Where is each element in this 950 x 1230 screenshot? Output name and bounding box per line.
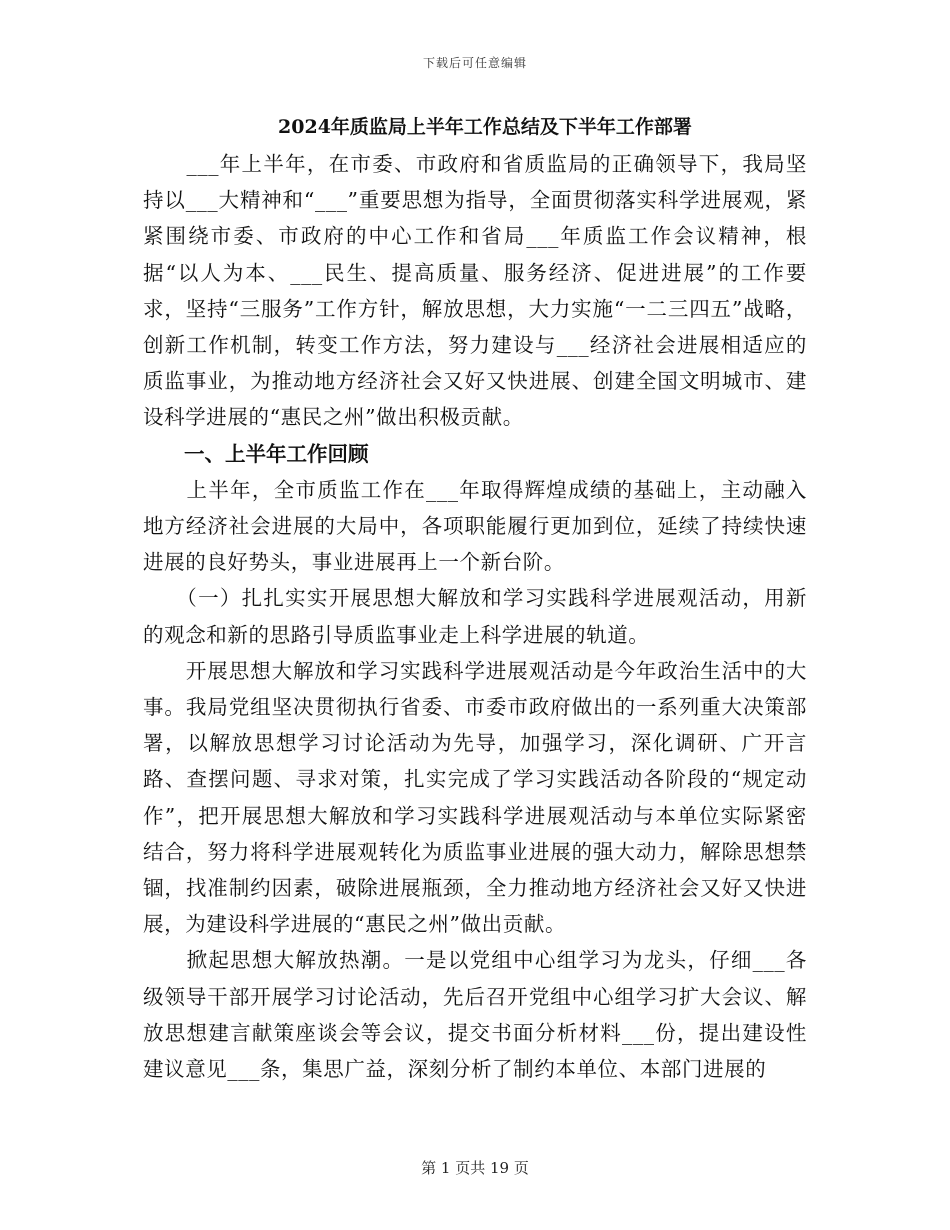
document-title: 2024年质监局上半年工作总结及下半年工作部署 [278, 116, 692, 138]
paragraph-4: 掀起思想大解放热潮。一是以党组中心组学习为龙头，仔细___各级领导干部开展学习讨论活动，先后召开党组中心组学习扩大会议、解放思想建言献策座谈会等会议，提交书面分析材料___份，提出建设性建议意见___条，集思广益，深刻分析了制约本单位、本部门进展的 [143, 948, 807, 1082]
paragraph-1: 上半年，全市质监工作在___年取得辉煌成绩的基础上，主动融入地方经济社会进展的大局中，各项职能履行更加到位，延续了持续快速进展的良好势头，事业进展再上一个新台阶。 [143, 477, 807, 575]
paragraph-2: （一）扎扎实实开展思想大解放和学习实践科学进展观活动，用新的观念和新的思路引导质监事业走上科学进展的轨道。 [143, 586, 807, 647]
paragraph-3: 开展思想大解放和学习实践科学进展观活动是今年政治生活中的大事。我局党组坚决贯彻执行省委、市委市政府做出的一系列重大决策部署，以解放思想学习讨论活动为先导，加强学习，深化调研、广开言路、查摆问题、寻求对策，扎实完成了学习实践活动各阶段的“规定动作”，把开展思想大解放和学习实践科学进展观活动与本单位实际紧密结合，努力将科学进展观转化为质监事业进展的强大动力，解除思想禁锢，找准制约因素，破除进展瓶颈，全力推动地方经济社会又好又快进展，为建设科学进展的“惠民之州”做出贡献。 [143, 658, 807, 937]
page-footer: 第 1 页共 19 页 [421, 1159, 529, 1177]
section-heading: 一、上半年工作回顾 [184, 441, 369, 466]
page-header: 下载后可任意编辑 [422, 56, 527, 70]
document-body [143, 112, 807, 1087]
intro-paragraph: ___年上半年，在市委、市政府和省质监局的正确领导下，我局坚持以___大精神和“___”重要思想为指导，全面贯彻落实科学进展观，紧紧围绕市委、市政府的中心工作和省局___年质监工作会议精神，根据“以人为本、___民生、提高质量、服务经济、促进进展”的工作要求，坚持“三服务”工作方针，解放思想，大力实施“一二三四五”战略，创新工作机制，转变工作方法，努力建设与___经济社会进展相适应的质监事业，为推动地方经济社会又好又快进展、创建全国文明城市、建设科学进展的“惠民之州”做出积极贡献。 [143, 152, 807, 430]
